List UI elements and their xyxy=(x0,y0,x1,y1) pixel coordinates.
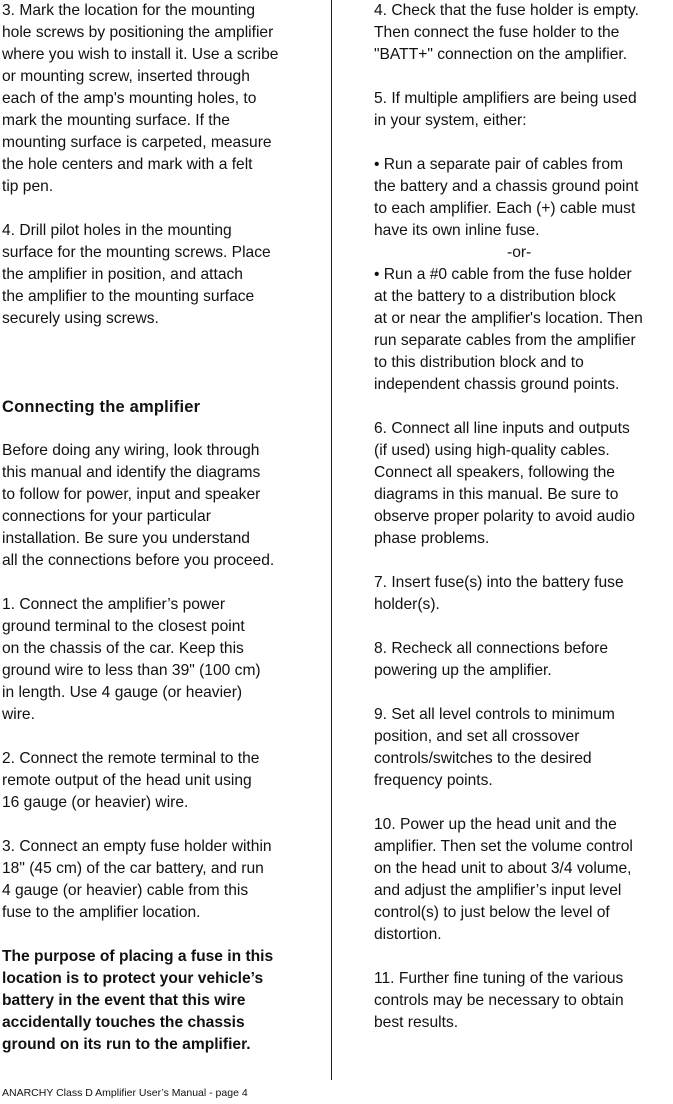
step-11-fine-tuning: 11. Further fine tuning of the various controls may be necessary to obtain best results. xyxy=(374,970,624,1031)
step-7-insert-fuses: 7. Insert fuse(s) into the battery fuse holder(s). xyxy=(374,574,624,613)
step-6-inputs-outputs: 6. Connect all line inputs and outputs (if used) using high-quality cables. Connect all speakers, following the diagrams in this manual. Be sure to observe proper polarity to avoid audio phase problems. xyxy=(374,420,635,547)
intro-paragraph: Before doing any wiring, look through this manual and identify the diagrams to follow for power, input and speaker connections for your particular installation. Be sure you understand all the connections before you proceed. xyxy=(2,442,275,569)
page-footer: ANARCHY Class D Amplifier User’s Manual - page 4 xyxy=(2,1087,248,1099)
step-4-check-fuse: 4. Check that the fuse holder is empty. Then connect the fuse holder to the "BATT+" connection on the amplifier. xyxy=(374,2,639,63)
spacer xyxy=(2,374,302,396)
step-1-ground: 1. Connect the amplifier’s power ground terminal to the closest point on the chassis of the car. Keep this ground wire to less than 39" (100 cm) in length. Use 4 gauge (or heavier) wire. xyxy=(2,596,261,723)
column-divider xyxy=(331,0,332,1080)
step-8-recheck: 8. Recheck all connections before powering up the amplifier. xyxy=(374,640,609,679)
fuse-warning: The purpose of placing a fuse in this location is to protect your vehicle’s battery in the event that this wire accidentally touches the chassis ground on its run to the amplifier. xyxy=(2,948,274,1053)
step-9-level-controls: 9. Set all level controls to minimum position, and set all crossover controls/switches to the desired frequency points. xyxy=(374,706,615,789)
or-separator: -or- xyxy=(507,244,532,261)
spacer xyxy=(2,352,302,374)
section-heading: Connecting the amplifier xyxy=(2,398,201,416)
right-column xyxy=(374,0,673,1056)
left-column xyxy=(2,0,302,1078)
step-4-drill-holes: 4. Drill pilot holes in the mounting surface for the mounting screws. Place the amplifier in position, and attach the amplifier to the mounting surface securely using screws. xyxy=(2,222,271,327)
step-10-power-up: 10. Power up the head unit and the amplifier. Then set the volume control on the head unit to about 3/4 volume, and adjust the amplifier’s input level control(s) to just below the level of distortion. xyxy=(374,816,633,943)
step-3-fuse-holder: 3. Connect an empty fuse holder within 18" (45 cm) of the car battery, and run 4 gauge (or heavier) cable from this fuse to the amplifier location. xyxy=(2,838,272,921)
step-3-mark-location: 3. Mark the location for the mounting hole screws by positioning the amplifier where you wish to install it. Use a scribe or mounting screw, inserted through each of the amp's mounting holes, to mark the mounting surface. If the mounting surface is carpeted, measure the hole centers and mark with a felt tip pen. xyxy=(2,2,279,195)
bullet-separate-cables: • Run a separate pair of cables from the battery and a chassis ground point to each amplifier. Each (+) cable must have its own inline fuse. xyxy=(374,156,639,239)
bullet-distribution-block: • Run a #0 cable from the fuse holder at the battery to a distribution block at or near the amplifier's location. Then run separate cables from the amplifier to this distribution block and to independent chassis ground points. xyxy=(374,266,643,393)
step-5-multiple-amps: 5. If multiple amplifiers are being used in your system, either: xyxy=(374,90,637,129)
step-2-remote: 2. Connect the remote terminal to the remote output of the head unit using 16 gauge (or heavier) wire. xyxy=(2,750,260,811)
